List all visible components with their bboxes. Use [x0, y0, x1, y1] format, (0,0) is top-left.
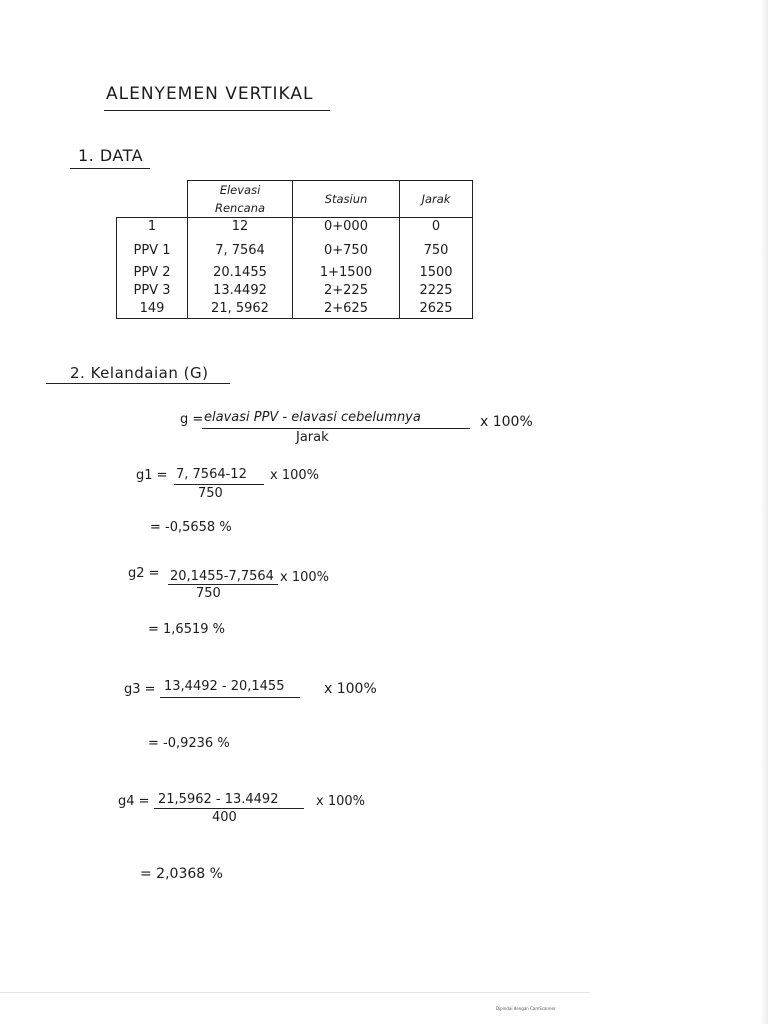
g1-numerator: 7, 7564-12	[176, 467, 247, 482]
g4-multiplier: x 100%	[316, 794, 365, 809]
g4-result: = 2,0368 %	[140, 866, 223, 882]
g1-multiplier: x 100%	[270, 468, 319, 483]
table-cell: 13.4492	[188, 282, 293, 300]
g3-result: = -0,9236 %	[148, 736, 230, 751]
table-cell: PPV 1	[117, 236, 188, 260]
table-cell: 149	[117, 300, 188, 319]
g3-numerator: 13,4492 - 20,1455	[164, 679, 285, 694]
g3-multiplier: x 100%	[324, 681, 377, 697]
table-row	[117, 300, 473, 319]
table-header-cell: Stasiun	[293, 181, 400, 218]
table-cell: 1	[117, 218, 188, 237]
section-data-heading: 1. DATA	[78, 146, 144, 165]
section-gradient-heading: 2. Kelandaian (G)	[70, 364, 209, 382]
g1-label: g1 =	[136, 468, 168, 483]
formula-numerator: elavasi PPV - elavasi cebelumnya	[204, 410, 421, 425]
table-row	[117, 282, 473, 300]
table-cell: 7, 7564	[188, 236, 293, 260]
data-table	[116, 180, 473, 319]
g2-denominator: 750	[196, 586, 221, 601]
table-cell: 0+750	[293, 236, 400, 260]
formula-multiplier: x 100%	[480, 414, 533, 430]
formula-lhs: g =	[180, 412, 204, 427]
table-cell: 1+1500	[293, 260, 400, 282]
section-gradient-underline	[46, 383, 230, 384]
table-cell: 12	[188, 218, 293, 237]
table-cell: 0+000	[293, 218, 400, 237]
g1-denominator: 750	[198, 486, 223, 501]
g2-result: = 1,6519 %	[148, 622, 225, 637]
g2-multiplier: x 100%	[280, 570, 329, 585]
g2-fraction-bar	[168, 584, 278, 585]
g3-label: g3 =	[124, 682, 156, 697]
table-cell: 20.1455	[188, 260, 293, 282]
table-row	[117, 218, 473, 237]
g3-fraction-bar	[160, 697, 300, 698]
g2-label: g2 =	[128, 566, 160, 581]
table-cell: 2+625	[293, 300, 400, 319]
table-header-cell: Jarak	[400, 181, 473, 218]
table-cell: 21, 5962	[188, 300, 293, 319]
title-underline	[104, 110, 330, 111]
formula-fraction-bar	[202, 428, 470, 429]
g1-result: = -0,5658 %	[150, 520, 232, 535]
g1-fraction-bar	[174, 484, 264, 485]
table-cell: 2+225	[293, 282, 400, 300]
table-cell: 2625	[400, 300, 473, 319]
table-cell: PPV 3	[117, 282, 188, 300]
table-cell: 1500	[400, 260, 473, 282]
table-cell: 750	[400, 236, 473, 260]
page-title: ALENYEMEN VERTIKAL	[106, 84, 314, 104]
table-cell: 0	[400, 218, 473, 237]
page-edge-line	[0, 992, 590, 993]
section-data-underline	[70, 168, 150, 169]
table-row	[117, 260, 473, 282]
g4-numerator: 21,5962 - 13.4492	[158, 792, 279, 807]
scanner-watermark: Dipindai dengan CamScanner	[496, 1006, 556, 1011]
table-header-cell: Elevasi Rencana	[188, 181, 293, 218]
table-row	[117, 236, 473, 260]
table-header-cell	[117, 181, 188, 218]
formula-denominator: Jarak	[296, 430, 329, 445]
table-cell: 2225	[400, 282, 473, 300]
g4-denominator: 400	[212, 810, 237, 825]
g4-fraction-bar	[154, 808, 304, 809]
g2-numerator: 20,1455-7,7564	[170, 569, 274, 584]
table-header-row	[117, 181, 473, 218]
table-cell: PPV 2	[117, 260, 188, 282]
page-edge-shadow	[760, 0, 768, 1024]
g4-label: g4 =	[118, 794, 150, 809]
